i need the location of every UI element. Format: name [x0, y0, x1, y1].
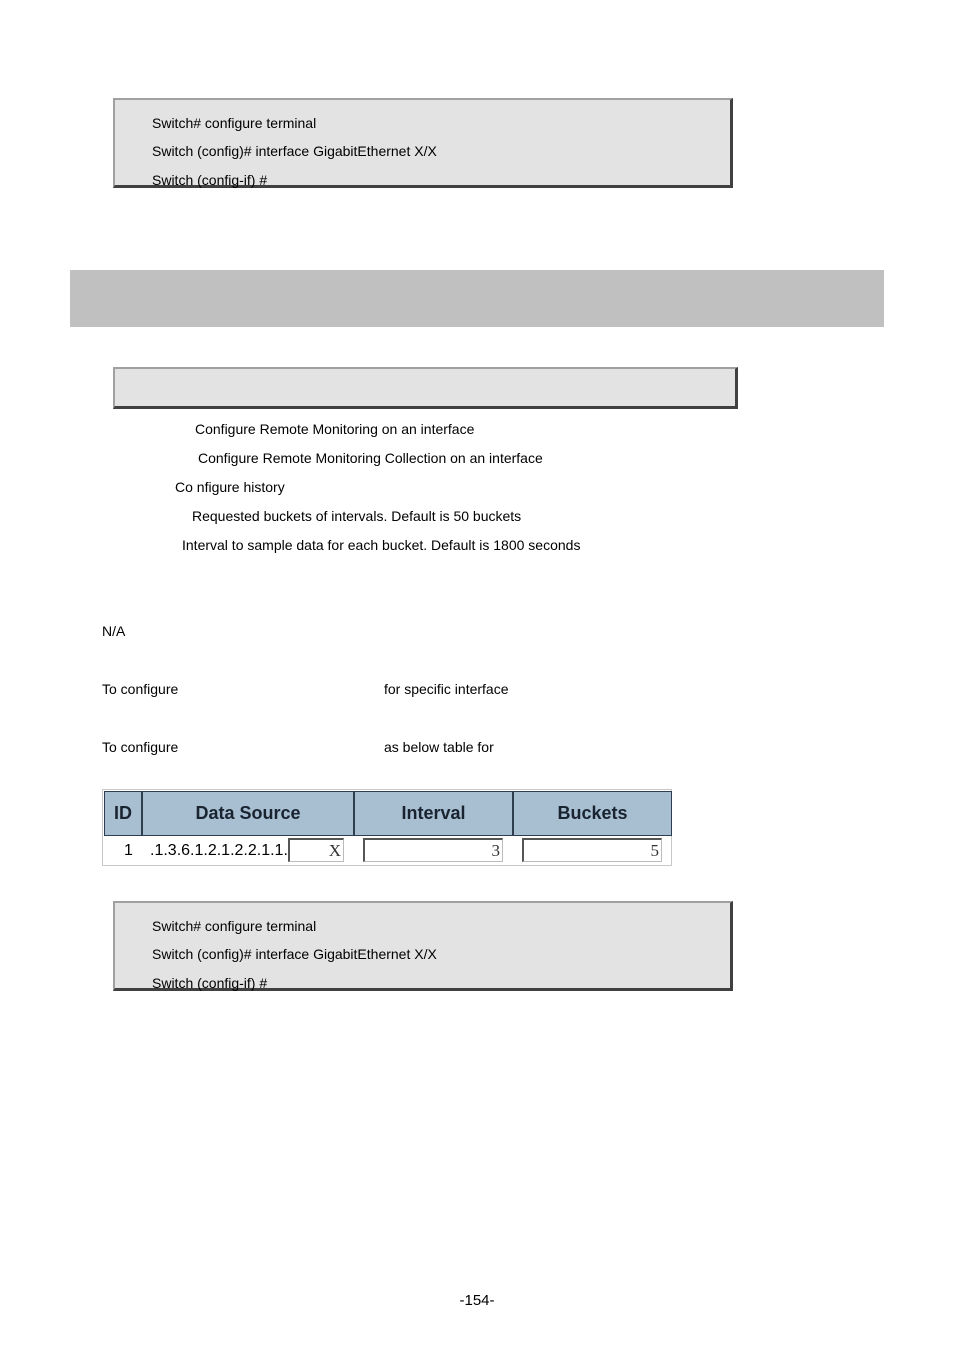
- syntax-box: [113, 367, 738, 409]
- column-header-interval: Interval: [354, 791, 513, 836]
- row-id: 1: [124, 842, 133, 859]
- command-example-box: [113, 98, 733, 188]
- column-header-data-source: Data Source: [142, 791, 354, 836]
- command-line: Switch (config)# interface GigabitEthernet X/X: [152, 143, 437, 159]
- command-example-box: [113, 901, 733, 991]
- parameter-description: Co nfigure history: [175, 479, 285, 495]
- column-header-id: ID: [104, 791, 142, 836]
- interval-input[interactable]: 3: [363, 838, 503, 862]
- data-source-input[interactable]: X: [288, 838, 344, 862]
- parameter-description: Interval to sample data for each bucket. Default is 1800 seconds: [182, 537, 581, 553]
- command-line: Switch# configure terminal: [152, 115, 317, 131]
- rmon-history-table: [102, 789, 672, 866]
- usage-text: as below table for: [384, 739, 494, 755]
- parameter-description: Requested buckets of intervals. Default is 50 buckets: [192, 508, 522, 524]
- usage-text: To configure: [102, 681, 179, 697]
- command-line: Switch (config-if) #: [152, 172, 268, 188]
- section-header-bar: [70, 270, 884, 327]
- parameter-description: Configure Remote Monitoring Collection on an interface: [198, 450, 543, 466]
- buckets-input[interactable]: 5: [522, 838, 662, 862]
- parameter-description: Configure Remote Monitoring on an interface: [195, 421, 475, 437]
- command-line: Switch (config)# interface GigabitEthernet X/X: [152, 946, 437, 962]
- page-number: -154-: [459, 1292, 495, 1309]
- column-header-buckets: Buckets: [513, 791, 672, 836]
- usage-text: To configure: [102, 739, 179, 755]
- usage-text: for specific interface: [384, 681, 509, 697]
- data-source-prefix: .1.3.6.1.2.1.2.2.1.1.: [150, 842, 288, 859]
- default-value: N/A: [102, 623, 126, 639]
- command-line: Switch (config-if) #: [152, 975, 268, 991]
- command-line: Switch# configure terminal: [152, 918, 317, 934]
